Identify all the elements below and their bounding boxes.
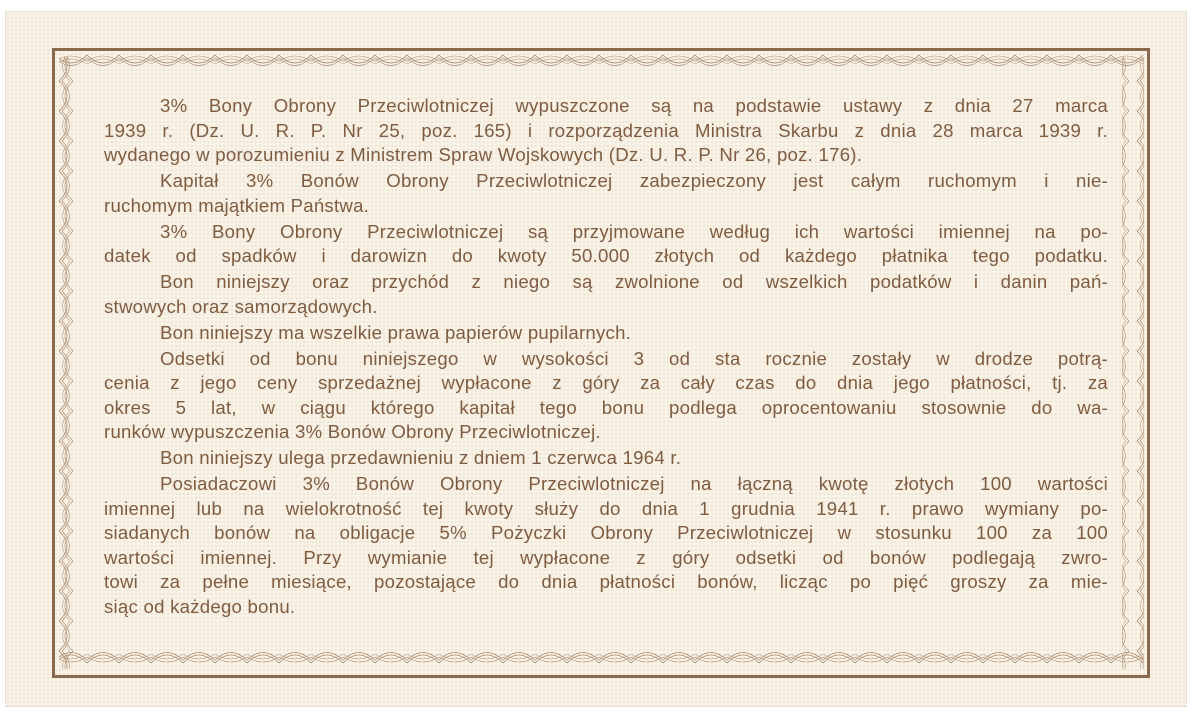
- text-line: siadanych bonów na obligacje 5% Pożyczki Obrony Przeciwlotniczej w stosunku 100 za 100: [104, 522, 1108, 543]
- paragraph-pupil-rights: [104, 321, 1108, 346]
- paragraph-interest: [104, 347, 1108, 445]
- text-line: Bon niniejszy ulega przedawnieniu z dniem 1 czerwca 1964 r.: [160, 447, 682, 468]
- text-line: Kapitał 3% Bonów Obrony Przeciwlotniczej zabezpieczony jest całym ruchomym i nie-: [160, 170, 1108, 191]
- text-line: imiennej lub na wielokrotność tej kwoty służy do dnia 1 grudnia 1941 r. prawo wymiany po-: [104, 497, 1108, 519]
- bond-paper: [6, 12, 1186, 706]
- text-line: cenia z jego ceny sprzedażnej wypłacone z góry za cały czas do dnia jego płatności, tj. za: [104, 372, 1108, 393]
- text-line: 3% Bony Obrony Przeciwlotniczej są przyjmowane według ich wartości imiennej na po-: [160, 220, 1108, 242]
- text-line: datek od spadków i darowizn do kwoty 50.000 złotych od każdego płatnika tego podatku.: [104, 245, 1108, 266]
- text-line: wydanego w porozumieniu z Ministrem Spraw Wojskowych (Dz. U. R. P. Nr 26, poz. 176).: [104, 144, 863, 165]
- paragraph-legal-basis: [104, 94, 1108, 168]
- text-line: ruchomym majątkiem Państwa.: [104, 194, 370, 216]
- paragraph-prescription: [104, 446, 1108, 471]
- text-line: Posiadaczowi 3% Bonów Obrony Przeciwlotniczej na łączną kwotę złotych 100 wartości: [160, 473, 1108, 494]
- text-line: towi za pełne miesiące, pozostające do dnia płatności bonów, licząc po pięć groszy za mie-: [104, 571, 1108, 592]
- text-line: wartości imiennej. Przy wymianie tej wypłacone z góry odsetki od bonów podlegają zwro-: [104, 546, 1108, 568]
- text-line: siąc od każdego bonu.: [104, 595, 296, 617]
- paragraph-tax-acceptance: [104, 220, 1108, 269]
- paragraph-tax-exemption: [104, 270, 1108, 319]
- text-line: 1939 r. (Dz. U. R. P. Nr 25, poz. 165) i rozporządzenia Ministra Skarbu z dnia 28 marca 1939 r.: [104, 119, 1108, 141]
- text-line: Bon niniejszy oraz przychód z niego są zwolnione od wszelkich podatków i danin pań-: [160, 271, 1108, 292]
- text-line: 3% Bony Obrony Przeciwlotniczej wypuszczone są na podstawie ustawy z dnia 27 marca: [160, 95, 1108, 116]
- bond-terms-text: [104, 94, 1108, 621]
- text-line: runków wypuszczenia 3% Bonów Obrony Przeciwlotniczej.: [104, 421, 601, 442]
- text-line: okres 5 lat, w ciągu którego kapitał tego bonu podlega oprocentowaniu stosownie do wa-: [104, 396, 1108, 418]
- paragraph-exchange-rights: [104, 472, 1108, 619]
- text-line: Bon niniejszy ma wszelkie prawa papierów pupilarnych.: [160, 321, 632, 343]
- text-line: stwowych oraz samorządowych.: [104, 295, 378, 317]
- paragraph-capital-security: [104, 169, 1108, 218]
- text-line: Odsetki od bonu niniejszego w wysokości 3 od sta rocznie zostały w drodze potrą-: [160, 347, 1108, 369]
